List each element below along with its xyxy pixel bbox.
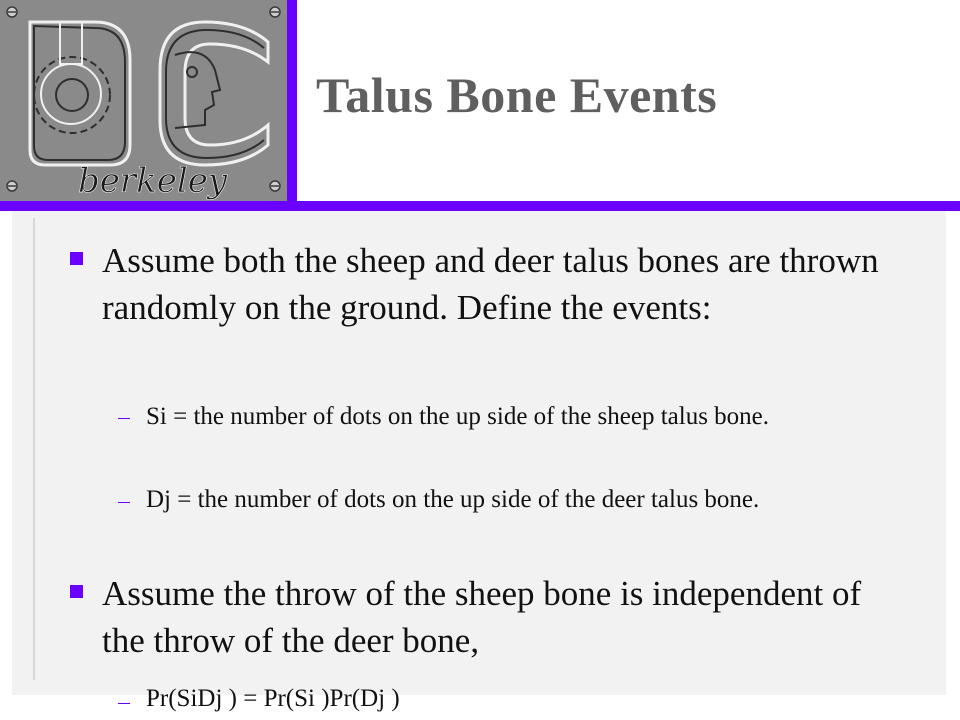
sub-bullet-text: Dj = the number of dots on the up side of the deer talus bone.	[146, 486, 760, 513]
dash-bullet-icon	[118, 502, 130, 503]
accent-bar-vertical	[287, 0, 297, 212]
square-bullet-icon	[70, 252, 83, 265]
dash-bullet-icon	[118, 703, 130, 704]
dash-bullet-icon	[118, 418, 130, 419]
slide-title: Talus Bone Events	[316, 67, 718, 123]
berkeley-logo	[0, 0, 296, 205]
bullet-text: Assume the throw of the sheep bone is independent of the throw of the deer bone,	[102, 574, 862, 660]
sub-bullet-text: Pr(SiDj ) = Pr(Si )Pr(Dj )	[146, 685, 400, 712]
accent-bar-horizontal	[0, 201, 960, 211]
logo-text: berkeley	[78, 161, 228, 201]
bullet-text: Assume both the sheep and deer talus bones are thrown randomly on the ground. Define the events:	[102, 241, 879, 327]
panel-edge-line	[33, 218, 35, 680]
sub-bullet-text: Si = the number of dots on the up side of the sheep talus bone.	[146, 403, 770, 430]
square-bullet-icon	[70, 585, 83, 598]
